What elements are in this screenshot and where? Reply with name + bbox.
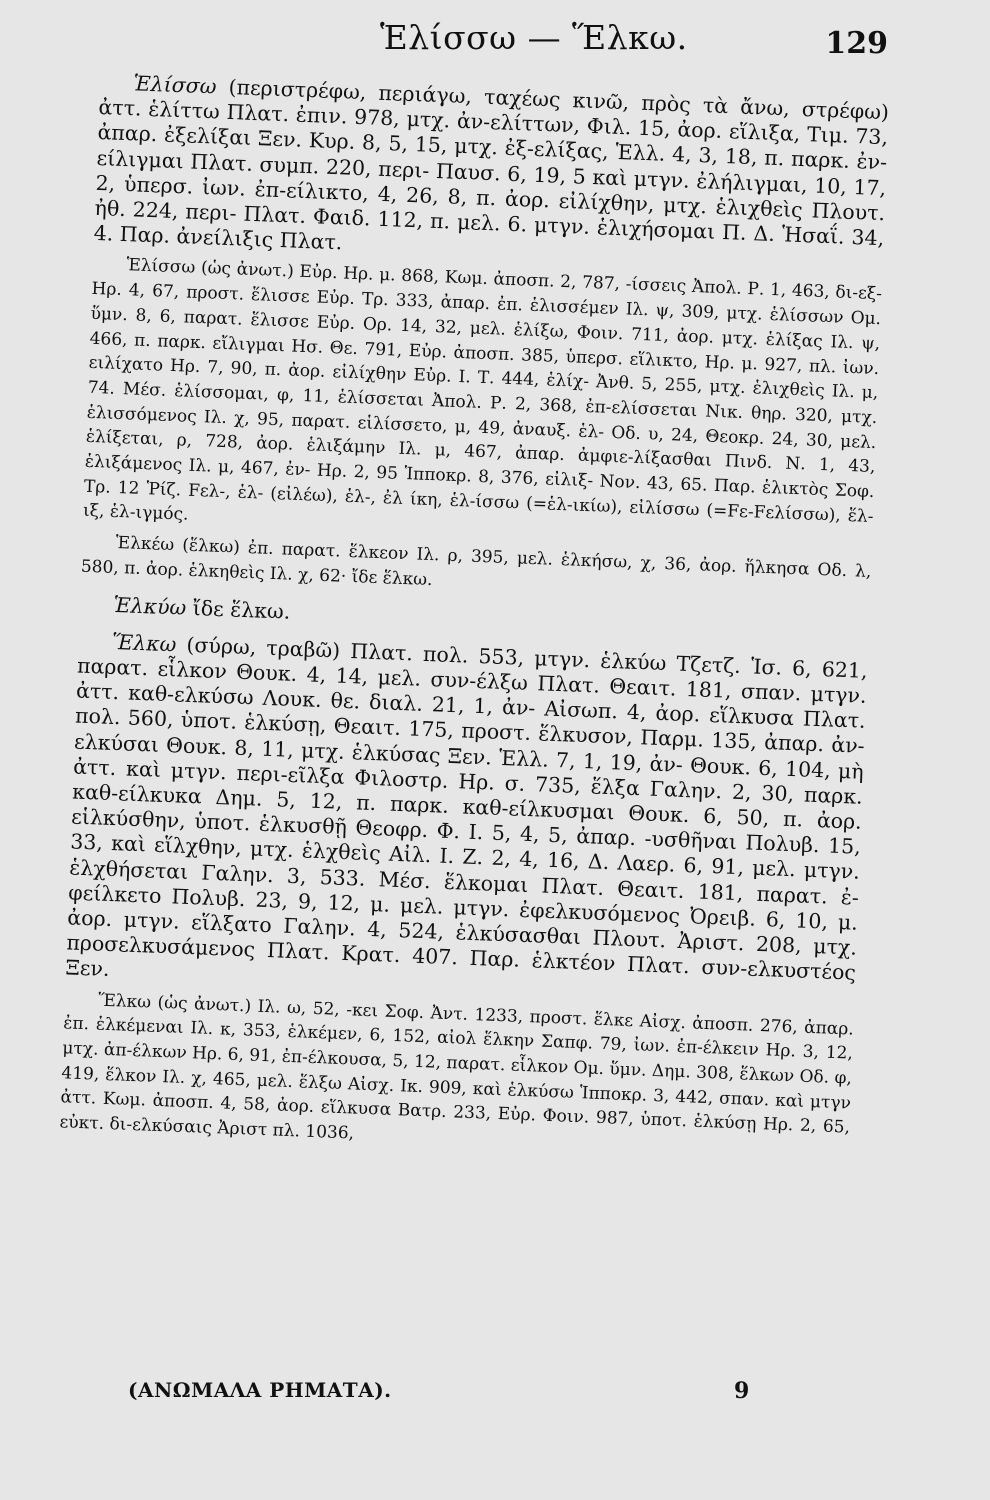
dictionary-text: [59, 70, 889, 1165]
entry-body: (ἕλκω) ἐπ. παρατ. ἕλκεον Ιλ. ρ, 395, μελ. ἑλκήσω, χ, 36, ἀορ. ἥλκησα Οδ. λ, 580, π. ἀορ. ἑλκηθεὶς Ιλ. χ, 62· ἴδε ἕλκω.: [80, 535, 872, 590]
entry-elko: [65, 628, 868, 1011]
entry-headword: Ἑλίσσω: [126, 255, 196, 279]
page-footer: [128, 1378, 908, 1414]
entry-headword: Ἑλκύω: [113, 592, 187, 620]
entry-elisso: [93, 70, 889, 277]
entry-headword: Ἕλκω: [97, 990, 152, 1013]
entry-body: ἴδε ἕλκω.: [185, 595, 291, 624]
entry-headword: Ἑλκέω: [115, 533, 175, 556]
entry-body: (ὡς ἀνωτ.) Ιλ. ω, 52, -κει Σοφ. Ἀντ. 1233, προστ. ἕλκε Αἰσχ. ἀποσπ. 276, ἀπαρ. ἐπ. ἑλκέμεναι Ιλ. κ, 353, ἑλκέμεν, 6, 152, αἰολ ἕλκην Σαπφ. 79, ἰων. ἐπ-έλκειν Ηρ. 3, 12, μτχ. ἀπ-έλκων Ηρ. 6, 91, ἐπ-έλκουσα, 5, 12, παρατ. εἷλκον Ομ. ὕμν. Δημ. 308, ἕλκων Οδ. φ, 419, ἕλκον Ιλ. χ, 465, μελ. ἕλξω Αἰσχ. Ικ. 909, καὶ ἑλκύσω Ἱπποκρ. 3, 442, σπαν. καὶ μτγν ἀττ. Κωμ. ἀποσπ. 4, 58, ἀορ. εἵλκυσα Βατρ. 233, Εὐρ. Φοιν. 987, ὑποτ. ἑλκύσῃ Ηρ. 2, 65, εὐκτ. δι-ελκύσαις Ἀριστ πλ. 1036,: [59, 992, 855, 1144]
entry-headword: Ἕλκω: [111, 629, 177, 657]
page-header: [0, 12, 990, 62]
signature-title: (ΑΝΩΜΑΛΑ ΡΗΜΑΤΑ).: [128, 1378, 392, 1402]
entry-body: (ὡς ἀνωτ.) Εὐρ. Ηρ. μ. 868, Κωμ. ἀποσπ. 2, 787, -ίσσεις Ἀπολ. Ρ. 1, 463, δι-εξ- Ηρ. 4, 67, προστ. ἕλισσε Εὐρ. Τρ. 333, ἀπαρ. ἐπ. ἑλισσέμεν Ιλ. ψ, 309, μτχ. ἑλίσσων Ομ. ὕμν. 8, 6, παρατ. ἕλισσε Εὐρ. Ορ. 14, 32, μελ. ἑλίξω, Φοιν. 711, ἀορ. μτχ. ἑλίξας Ιλ. ψ, 466, π. παρκ. εἴλιγμαι Ησ. Θε. 791, Εὐρ. ἀποσπ. 385, ὑπερσ. εἵλικτο, Ηρ. μ. 927, πλ. ἰων. ειλίχατο Ηρ. 7, 90, π. ἀορ. εἰλίχθην Εὐρ. Ι. Τ. 444, ἑλίχ- Ἀνθ. 5, 255, μτχ. ἑλιχθεὶς Ιλ. μ, 74. Μέσ. ἑλίσσομαι, φ, 11, ἑλίσσεται Ἀπολ. Ρ. 2, 368, ἐπ-ελίσσεται Νικ. θηρ. 320, μτχ. ἑλισσόμενος Ιλ. χ, 95, παρατ. εἱλίσσετο, μ, 49, ἀναυξ. ἑλ- Οδ. υ, 24, Θεοκρ. 24, 30, μελ. ἑλίξεται, ρ, 728, ἀορ. ἑλιξάμην Ιλ. μ, 467, ἀπαρ. ἀμφιε-λίξασθαι Πινδ. Ν. 1, 43, ἑλιξάμενος Ιλ. μ, 467, ἐν- Ηρ. 2, 95 Ἱπποκρ. 8, 376, εἰλιξ- Νον. 43, 65. Παρ. ἑλικτὸς Σοφ. Τρ. 12 Ῥίζ. Fελ-, ἑλ- (εἰλέω), ἑλ-, ἐλ ίκη, ἑλ-ίσσω (=ἑλ-ικίω), εἰλίσσω (=Fε-Fελίσσω), ἕλ-ιξ, ἑλ-ιγμός.: [82, 258, 883, 527]
entry-elisso-poetic: [83, 252, 883, 554]
entry-body: (σύρω, τραβῶ) Πλατ. πολ. 553, μτγν. ἑλκύω Τζετζ. Ἱσ. 6, 621, παρατ. εἷλκον Θουκ. 4, 14, μελ. συν-έλξω Πλατ. Θεαιτ. 181, σπαν. μτγν. ἀττ. καθ-ελκύσω Λουκ. θε. διαλ. 21, 1, ἀν- Αἰσωπ. 4, ἀορ. εἵλκυσα Πλατ. πολ. 560, ὑποτ. ἑλκύσῃ, Θεαιτ. 175, προστ. ἕλκυσον, Παρμ. 135, ἀπαρ. ἀν-ελκύσαι Θουκ. 8, 11, μτχ. ἑλκύσας Ξεν. Ἑλλ. 7, 1, 19, ἀν- Θουκ. 6, 104, μὴ ἀττ. καὶ μτγν. περι-εῖλξα Φιλοστρ. Ηρ. σ. 735, ἕλξα Γαλην. 2, 30, παρκ. καθ-είλκυκα Δημ. 5, 12, π. παρκ. καθ-είλκυσμαι Θουκ. 6, 50, π. ἀορ. εἱλκύσθην, ὑποτ. ἑλκυσθῇ Θεοφρ. Φ. Ι. 5, 4, 5, ἀπαρ. -υσθῆναι Πολυβ. 15, 33, καὶ εἵλχθην, μτχ. ἑλχθεὶς Αἰλ. Ι. Ζ. 2, 4, 16, Δ. Λαερ. 6, 91, μελ. μτγν. ἑλχθήσεται Γαλην. 3, 533. Μέσ. ἕλκομαι Πλατ. Θεαιτ. 181, παρατ. ἐ-φείλκετο Πολυβ. 23, 9, 12, μ. μελ. μτγν. ἐφελκυσόμενος Ὀρειβ. 6, 10, μ. ἀορ. μτγν. εἵλξατο Γαλην. 4, 524, ἑλκύσασθαι Πλουτ. Ἀριστ. 208, μτχ. προσελκυσάμενος Πλατ. Κρατ. 407. Παρ. ἑλκτέον Πλατ. συν-ελκυστέος Ξεν.: [65, 632, 868, 985]
entry-headword: Ἑλίσσω: [133, 71, 217, 99]
entry-body: (περιστρέφω, περιάγω, ταχέως κινῶ, πρὸς τὰ ἄνω, στρέφω) ἀττ. ἑλίττω Πλατ. ἐπιν. 978, μτχ. ἀν-ελίττων, Φιλ. 15, ἀορ. εἵλιξα, Τιμ. 73, ἀπαρ. ἐξελίξαι Ξεν. Κυρ. 8, 5, 15, μτχ. ἐξ-ελίξας, Ἑλλ. 4, 3, 18, π. παρκ. ἐν-είλιγμαι Πλατ. συμπ. 220, περι- Παυσ. 6, 19, 5 καὶ μτγν. ἐλήλιγμαι, 10, 17, 2, ὑπερσ. ἰων. ἐπ-είλικτο, 4, 26, 8, π. ἀορ. εἰλίχθην, μτχ. ἑλιχθεὶς Πλουτ. ἠθ. 224, περι- Πλατ. Φαιδ. 112, π. μελ. 6. μτγν. ἑλιχήσομαι Π. Δ. Ἡσαΐ. 34, 4. Παρ. ἀνείλιξις Πλατ.: [93, 74, 890, 255]
running-head: Ἑλίσσω — Ἕλκω.: [380, 18, 688, 57]
entry-elko-poetic: [59, 987, 854, 1165]
page-number: 129: [825, 26, 888, 61]
sheet-number: 9: [734, 1378, 750, 1404]
